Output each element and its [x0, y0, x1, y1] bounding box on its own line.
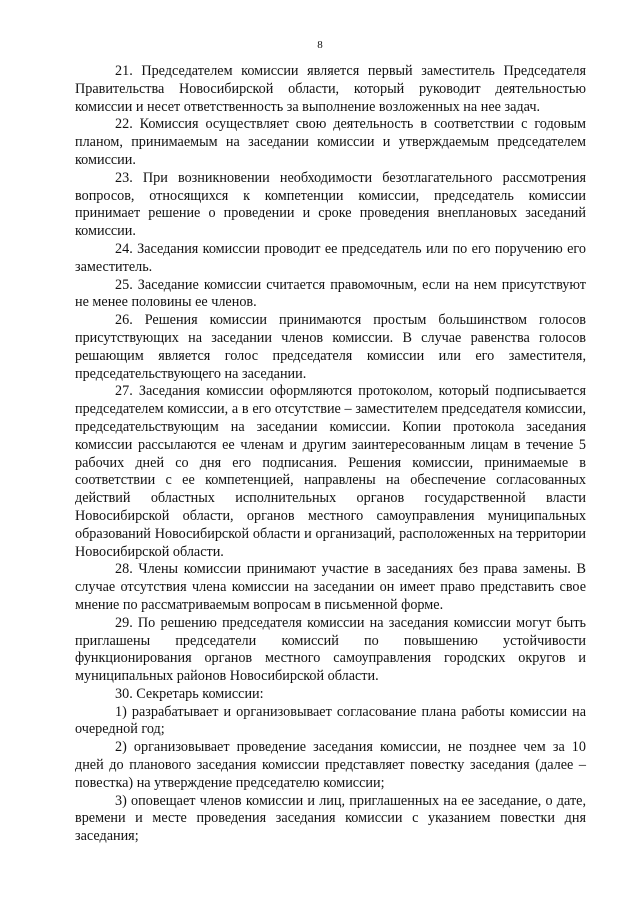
- paragraph-23: 23. При возникновении необходимости безотлагательного рассмотрения вопросов, относящихся к компетенции комиссии, председатель комиссии принимает решение о проведении и сроке проведения внеплановых заседаний комиссии.: [75, 169, 586, 240]
- list-item-2: 2) организовывает проведение заседания комиссии, не позднее чем за 10 дней до планового заседания комиссии представляет повестку заседания (далее – повестка) на утверждение председателю комиссии;: [75, 739, 586, 791]
- paragraph-28: 28. Члены комиссии принимают участие в заседаниях без права замены. В случае отсутствия члена комиссии на заседании он имеет право представить свое мнение по рассматриваемым вопросам в письменной форме.: [75, 561, 586, 613]
- paragraph-24: 24. Заседания комиссии проводит ее председатель или по его поручению его заместитель.: [75, 240, 586, 275]
- list-item-3: 3) оповещает членов комиссии и лиц, приглашенных на ее заседание, о дате, времени и месте проведения заседания комиссии с указанием повестки дня заседания;: [75, 792, 586, 845]
- paragraph-27: 27. Заседания комиссии оформляются протоколом, который подписывается председателем комиссии, а в его отсутствие – заместителем председателя комиссии, председательствующим на заседании комиссии. Копии протокола заседания комиссии рассылаются ее членам и другим заинтересованным лицам в течение 5 рабочих дней со дня его подписания. Решения комиссии, принимаемые в соответствии с ее компетенцией, направлены на обеспечение согласованных действий областных исполнительных органов государственной власти Новосибирской области, органов местного самоуправления муниципальных образований Новосибирской области и организаций, расположенных на территории Новосибирской области.: [75, 383, 586, 560]
- paragraph-29: 29. По решению председателя комиссии на заседания комиссии могут быть приглашены председатели комиссий по повышению устойчивости функционирования органов местного самоуправления городских округов и муниципальных районов Новосибирской области.: [75, 614, 586, 685]
- list-item-1: 1) разрабатывает и организовывает согласование плана работы комиссии на очередной год;: [75, 703, 586, 738]
- paragraph-26: 26. Решения комиссии принимаются простым большинством голосов присутствующих на заседании членов комиссии. В случае равенства голосов решающим является голос председателя комиссии или его заместителя, председательствующего на заседании.: [75, 312, 586, 382]
- paragraph-30: 30. Секретарь комиссии:: [115, 685, 264, 702]
- paragraph-22: 22. Комиссия осуществляет свою деятельность в соответствии с годовым планом, принимаемым на заседании комиссии и утверждаемым председателем комиссии.: [75, 116, 586, 168]
- paragraph-25: 25. Заседание комиссии считается правомочным, если на нем присутствуют не менее половины ее членов.: [75, 276, 586, 311]
- paragraph-21: 21. Председателем комиссии является первый заместитель Председателя Правительства Новосибирской области, который руководит деятельностью комиссии и несет ответственность за выполнение возложенных на нее задач.: [75, 63, 586, 115]
- document-body: [75, 63, 586, 846]
- page-number: 8: [317, 39, 323, 51]
